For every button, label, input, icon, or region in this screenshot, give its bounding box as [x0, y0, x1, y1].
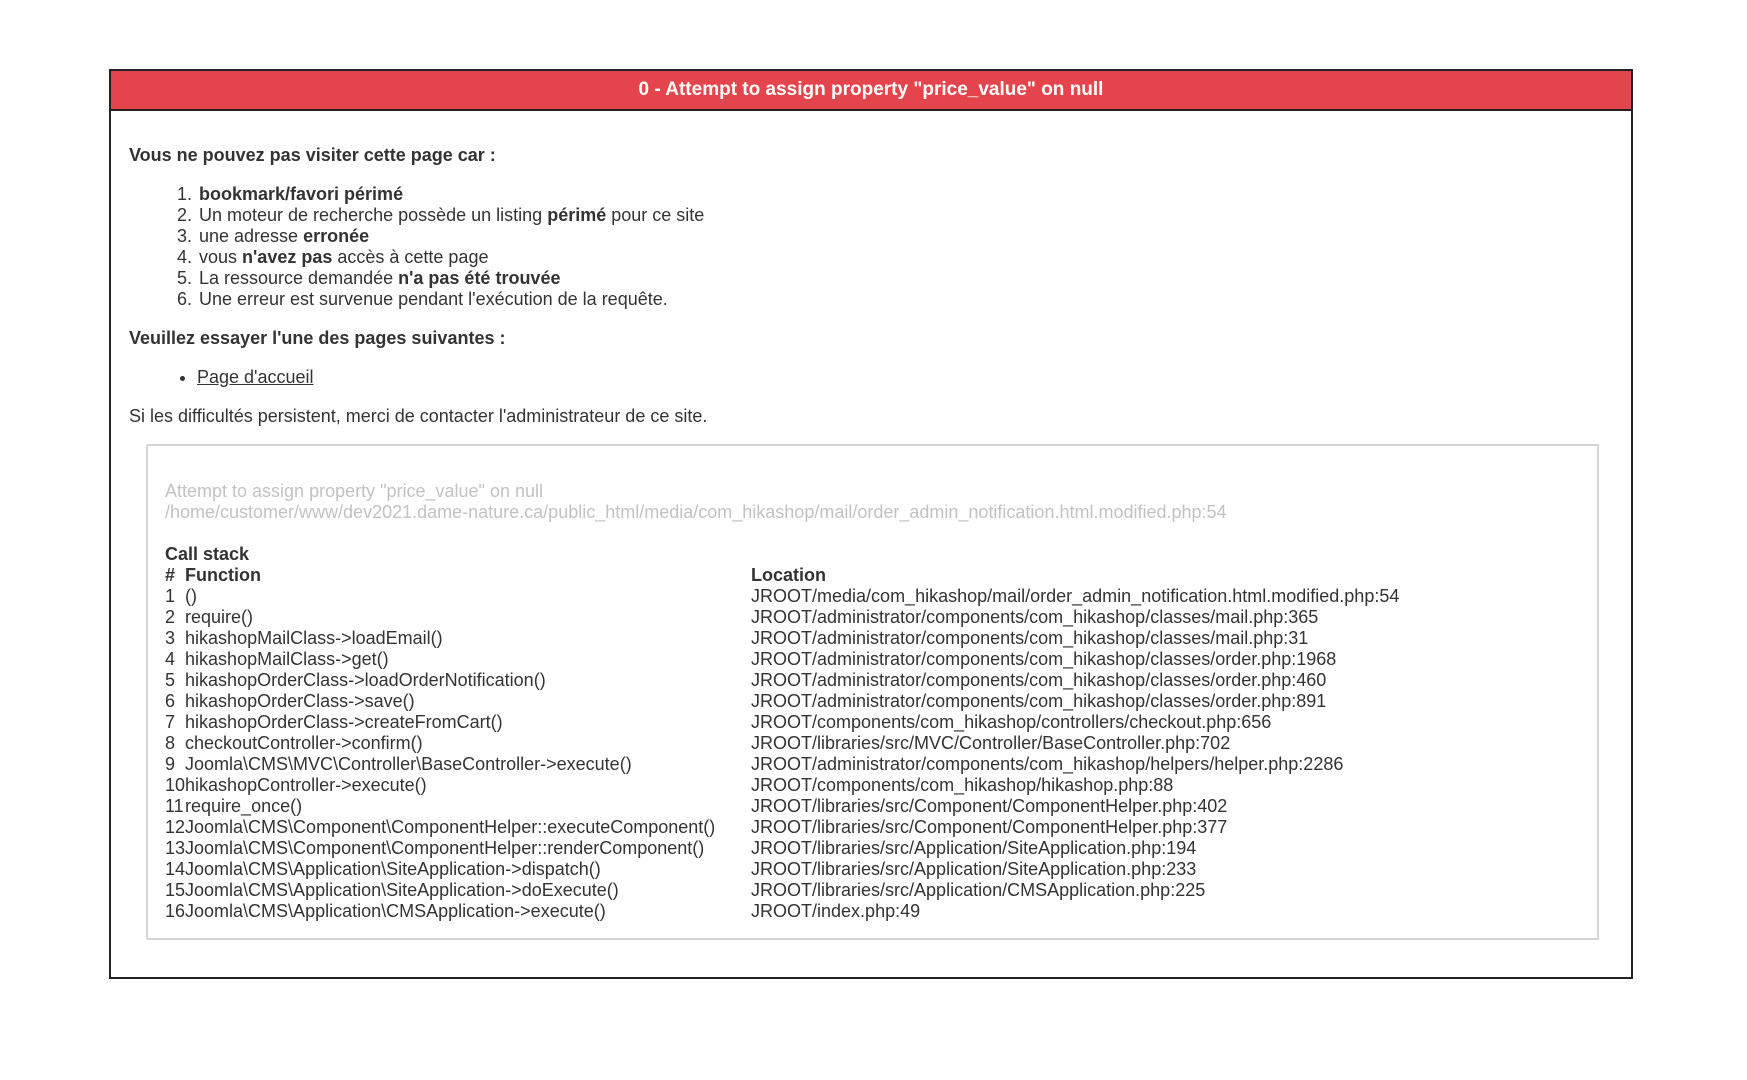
stack-function-cell: Joomla\CMS\Component\ComponentHelper::renderComponent() [185, 838, 705, 858]
stack-num-cell: 13 [165, 838, 186, 858]
debug-panel [146, 444, 1599, 940]
column-header-function: Function [185, 565, 262, 585]
stack-function-cell: hikashopOrderClass->createFromCart() [185, 712, 503, 732]
stack-num-cell: 8 [165, 733, 176, 753]
stack-function-cell: hikashopMailClass->get() [185, 649, 389, 669]
table-row [165, 712, 1399, 733]
stack-location-cell: JROOT/components/com_hikashop/controllers/checkout.php:656 [751, 712, 1272, 732]
debug-error-path: /home/customer/www/dev2021.dame-nature.ca/public_html/media/com_hikashop/mail/order_admin_notification.html.modified.php:54 [165, 502, 1227, 522]
reason-text: accès à cette page [332, 247, 489, 267]
call-stack-table [165, 565, 1399, 922]
stack-location-cell: JROOT/libraries/src/Application/SiteApplication.php:233 [751, 859, 1197, 879]
call-stack-body [165, 586, 1399, 922]
stack-location-cell: JROOT/index.php:49 [751, 901, 921, 921]
stack-num-cell: 2 [165, 607, 176, 627]
stack-num-cell: 4 [165, 649, 176, 669]
reason-text: Un moteur de recherche possède un listing [199, 205, 548, 225]
stack-location-cell: JROOT/libraries/src/Component/ComponentHelper.php:377 [751, 817, 1228, 837]
stack-location-cell: JROOT/libraries/src/Application/SiteApplication.php:194 [751, 838, 1197, 858]
stack-function-cell: Joomla\CMS\Application\SiteApplication->dispatch() [185, 859, 601, 879]
reason-emphasis: bookmark/favori périmé [199, 184, 404, 204]
reason-item [197, 268, 1613, 289]
reason-text: pour ce site [606, 205, 705, 225]
stack-location-cell: JROOT/administrator/components/com_hikashop/classes/mail.php:365 [751, 607, 1319, 627]
call-stack-header-row [165, 565, 1399, 586]
reasons-list [129, 184, 1613, 310]
home-page-link[interactable]: Page d'accueil [197, 367, 314, 387]
error-header: 0 - Attempt to assign property "price_value" on null [111, 71, 1631, 111]
table-row [165, 817, 1399, 838]
stack-location-cell: JROOT/media/com_hikashop/mail/order_admin_notification.html.modified.php:54 [751, 586, 1400, 606]
table-row [165, 796, 1399, 817]
stack-num-cell: 1 [165, 586, 176, 606]
table-row [165, 628, 1399, 649]
stack-function-cell: require() [185, 607, 254, 627]
reason-emphasis: périmé [547, 205, 607, 225]
table-row [165, 901, 1399, 922]
stack-num-cell: 16 [165, 901, 186, 921]
stack-function-cell: require_once() [185, 796, 303, 816]
column-header-num: # [165, 565, 176, 585]
error-content [111, 145, 1631, 940]
stack-location-cell: JROOT/administrator/components/com_hikashop/classes/order.php:891 [751, 691, 1327, 711]
table-row [165, 649, 1399, 670]
reason-emphasis: erronée [303, 226, 370, 246]
stack-num-cell: 6 [165, 691, 176, 711]
table-row [165, 838, 1399, 859]
stack-location-cell: JROOT/administrator/components/com_hikashop/classes/order.php:460 [751, 670, 1327, 690]
stack-function-cell: Joomla\CMS\MVC\Controller\BaseController->execute() [185, 754, 632, 774]
stack-function-cell: hikashopOrderClass->save() [185, 691, 415, 711]
stack-function-cell: hikashopController->execute() [185, 775, 427, 795]
table-row [165, 775, 1399, 796]
reason-text: une adresse [199, 226, 304, 246]
stack-num-cell: 14 [165, 859, 186, 879]
table-row [165, 733, 1399, 754]
reason-emphasis: n'a pas été trouvée [398, 268, 561, 288]
stack-num-cell: 12 [165, 817, 186, 837]
stack-location-cell: JROOT/libraries/src/Component/ComponentHelper.php:402 [751, 796, 1228, 816]
stack-function-cell: checkoutController->confirm() [185, 733, 423, 753]
stack-num-cell: 15 [165, 880, 186, 900]
stack-function-cell: () [185, 586, 198, 606]
column-header-location: Location [751, 565, 827, 585]
reason-text: Une erreur est survenue pendant l'exécution de la requête. [199, 289, 668, 309]
table-row [165, 859, 1399, 880]
stack-num-cell: 9 [165, 754, 176, 774]
stack-function-cell: Joomla\CMS\Application\CMSApplication->execute() [185, 901, 606, 921]
stack-num-cell: 5 [165, 670, 176, 690]
error-panel [109, 69, 1633, 979]
table-row [165, 754, 1399, 775]
reason-item [197, 184, 1613, 205]
call-stack-title: Call stack [165, 544, 250, 564]
reasons-lead: Vous ne pouvez pas visiter cette page car : [129, 145, 496, 165]
stack-num-cell: 7 [165, 712, 176, 732]
stack-location-cell: JROOT/administrator/components/com_hikashop/classes/mail.php:31 [751, 628, 1309, 648]
stack-num-cell: 10 [165, 775, 186, 795]
reason-emphasis: n'avez pas [242, 247, 333, 267]
stack-function-cell: hikashopMailClass->loadEmail() [185, 628, 443, 648]
contact-text: Si les difficultés persistent, merci de contacter l'administrateur de ce site. [129, 406, 708, 426]
table-row [165, 670, 1399, 691]
reason-item [197, 247, 1613, 268]
reason-text: La ressource demandée [199, 268, 399, 288]
list-item [197, 367, 1613, 388]
debug-error-message: Attempt to assign property "price_value" on null [165, 481, 543, 501]
stack-function-cell: Joomla\CMS\Component\ComponentHelper::executeComponent() [185, 817, 716, 837]
table-row [165, 586, 1399, 607]
stack-location-cell: JROOT/components/com_hikashop/hikashop.php:88 [751, 775, 1174, 795]
stack-num-cell: 3 [165, 628, 176, 648]
suggested-pages-list [129, 367, 1613, 388]
suggestions-lead: Veuillez essayer l'une des pages suivantes : [129, 328, 506, 348]
stack-location-cell: JROOT/libraries/src/MVC/Controller/BaseController.php:702 [751, 733, 1231, 753]
reason-item [197, 226, 1613, 247]
stack-location-cell: JROOT/libraries/src/Application/CMSApplication.php:225 [751, 880, 1206, 900]
stack-location-cell: JROOT/administrator/components/com_hikashop/classes/order.php:1968 [751, 649, 1337, 669]
stack-num-cell: 11 [165, 796, 184, 816]
table-row [165, 607, 1399, 628]
table-row [165, 880, 1399, 901]
stack-location-cell: JROOT/administrator/components/com_hikashop/helpers/helper.php:2286 [751, 754, 1344, 774]
reason-item [197, 205, 1613, 226]
reason-item [197, 289, 1613, 310]
reason-text: vous [199, 247, 243, 267]
stack-function-cell: hikashopOrderClass->loadOrderNotification() [185, 670, 546, 690]
table-row [165, 691, 1399, 712]
stack-function-cell: Joomla\CMS\Application\SiteApplication->doExecute() [185, 880, 619, 900]
